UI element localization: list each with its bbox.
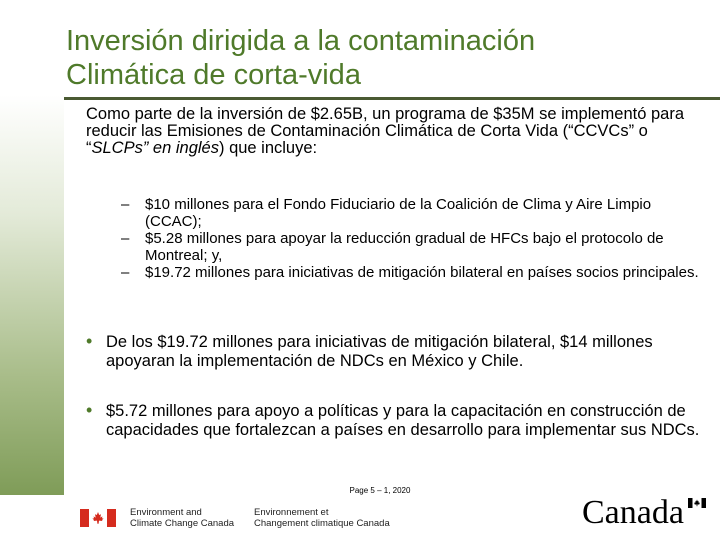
slide-title-line1: Inversión dirigida a la contaminación <box>66 25 536 57</box>
side-gradient-bar <box>0 95 64 495</box>
slide-title-line2: Climática de corta-vida <box>66 59 361 91</box>
department-en-line1: Environment and <box>130 507 202 518</box>
sub-item-text: $19.72 millones para iniciativas de mitigación bilateral en países socios principales. <box>145 264 699 281</box>
bullet-text: De los $19.72 millones para iniciativas de mitigación bilateral, $14 millones apoyaran la implementación de NDCs en México y Chile. <box>106 333 653 370</box>
bullet-marker: • <box>86 400 93 420</box>
bullet-item <box>86 402 706 440</box>
dash-marker: – <box>121 264 130 281</box>
sub-item-list <box>121 196 706 281</box>
bullet-item <box>86 333 706 371</box>
bullet-marker: • <box>86 331 93 351</box>
intro-text-part3: ) que incluye: <box>218 139 318 157</box>
department-name-english <box>130 507 234 529</box>
sub-item <box>121 230 706 264</box>
sub-item-text: $10 millones para el Fondo Fiduciario de la Coalición de Clima y Aire Limpio (CCAC); <box>145 196 652 230</box>
dash-marker: – <box>121 196 130 213</box>
page-number: Page 5 – 1, 2020 <box>349 486 411 495</box>
title-divider <box>64 97 720 100</box>
bullet-text: $5.72 millones para apoyo a políticas y para la capacitación en construcción de capacidades que fortalezcan a países en desarrollo para implementar sus NDCs. <box>106 402 700 439</box>
intro-text-italic: SLCPs” en inglés <box>91 139 219 157</box>
sub-item-text: $5.28 millones para apoyar la reducción gradual de HFCs bajo el protocolo de Montreal; y, <box>145 230 664 264</box>
department-name-french <box>254 507 390 529</box>
intro-paragraph <box>86 106 706 157</box>
wordmark-flag-icon <box>688 498 706 508</box>
canada-wordmark: Canada <box>582 494 684 531</box>
sub-item <box>121 196 706 230</box>
department-fr-line2: Changement climatique Canada <box>254 518 390 529</box>
intro-text-part1: Como parte de la inversión de $2.65B, un programa de $35M se implementó para reducir las Emisiones de Contaminación Climática de Corta Vida (“CCVCs” o “ <box>86 105 685 157</box>
department-fr-line1: Environnement et <box>254 507 329 518</box>
sub-item <box>121 264 706 281</box>
department-en-line2: Climate Change Canada <box>130 518 235 529</box>
canada-flag-icon <box>80 509 116 527</box>
slide-title <box>66 24 706 92</box>
dash-marker: – <box>121 230 130 247</box>
